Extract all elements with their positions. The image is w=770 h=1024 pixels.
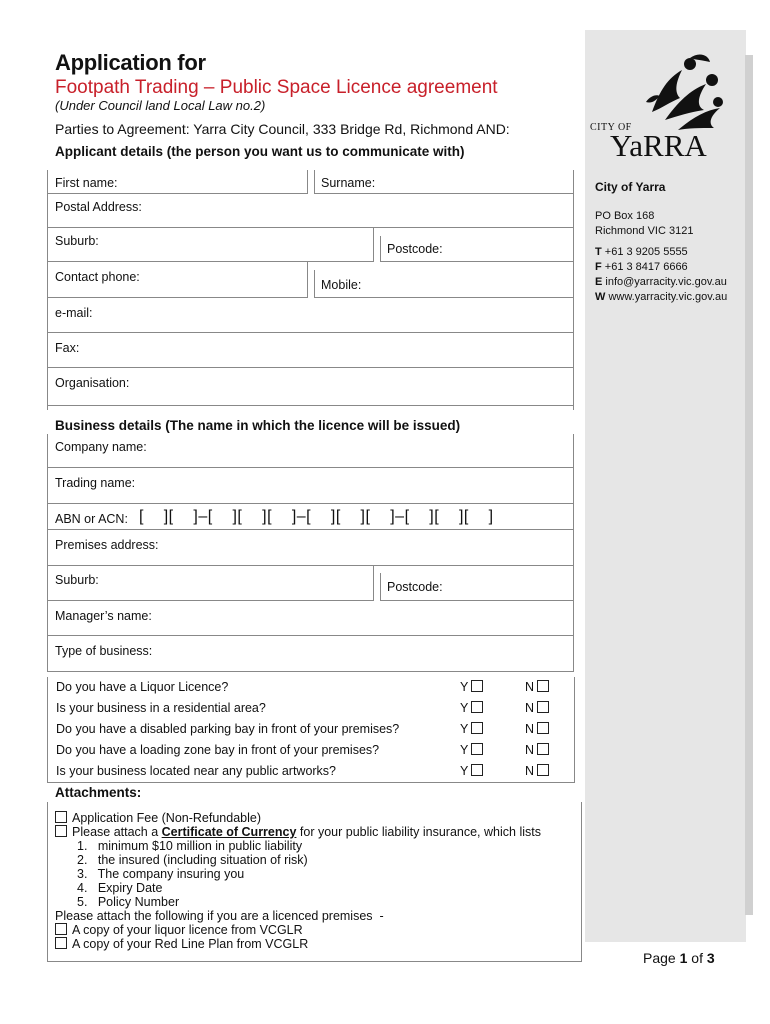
certificate-link: Certificate of Currency — [161, 825, 297, 839]
sidebar-shadow — [745, 55, 753, 915]
no-label: N — [525, 701, 535, 715]
email-label-field: e-mail: — [55, 306, 93, 320]
checkbox-icon[interactable] — [471, 743, 483, 755]
checkbox-icon[interactable] — [537, 722, 549, 734]
sidebar-panel — [585, 30, 746, 942]
yes-option[interactable] — [460, 701, 483, 715]
postcode-field[interactable] — [380, 236, 574, 262]
redline-copy-item[interactable] — [55, 937, 541, 951]
business-postcode-label: Postcode: — [387, 580, 443, 594]
yes-label: Y — [460, 680, 469, 694]
logo-name-text: YaRRA — [610, 128, 707, 163]
postal-address-field[interactable] — [47, 194, 574, 228]
no-label: N — [525, 722, 535, 736]
page-title: Application for — [55, 50, 206, 75]
yes-label: Y — [460, 764, 469, 778]
no-label: N — [525, 764, 535, 778]
mobile-label: Mobile: — [321, 278, 362, 292]
business-suburb-label: Suburb: — [55, 573, 99, 587]
list-item: 3. The company insuring you — [77, 867, 245, 881]
question-text: Do you have a loading zone bay in front of your premises? — [56, 743, 380, 757]
first-name-field[interactable] — [47, 170, 308, 194]
email-label: E — [595, 276, 603, 288]
fax-value: +61 3 8417 6666 — [601, 261, 688, 273]
surname-label: Surname: — [321, 176, 376, 190]
yes-label: Y — [460, 743, 469, 757]
certificate-item[interactable] — [55, 825, 541, 839]
question-text: Do you have a Liquor Licence? — [56, 680, 229, 694]
redline-copy-text: A copy of your Red Line Plan from VCGLR — [72, 937, 309, 951]
checkbox-icon[interactable] — [471, 722, 483, 734]
parties-text: Parties to Agreement: Yarra City Council, 333 Bridge Rd, Richmond AND: — [55, 121, 510, 137]
no-label: N — [525, 680, 535, 694]
suburb-text: Richmond VIC 3121 — [595, 225, 694, 237]
attachments-list — [55, 811, 541, 951]
logo-city-text: CITY OF — [590, 122, 632, 133]
checkbox-icon[interactable] — [55, 811, 67, 823]
checkbox-icon[interactable] — [537, 680, 549, 692]
liquor-copy-item[interactable] — [55, 923, 541, 937]
mobile-field[interactable] — [314, 270, 574, 298]
yes-label: Y — [460, 701, 469, 715]
no-option[interactable] — [525, 680, 549, 694]
suburb-label: Suburb: — [55, 234, 99, 248]
checkbox-icon[interactable] — [55, 923, 67, 935]
abn-label: ABN or ACN: — [55, 512, 128, 526]
no-option[interactable] — [525, 722, 549, 736]
question-text: Is your business located near any public artworks? — [56, 764, 337, 778]
licenced-text: Please attach the following if you are a licenced premises - — [55, 909, 384, 923]
yes-option[interactable] — [460, 764, 483, 778]
attachments-heading: Attachments: — [55, 785, 142, 800]
abn-field[interactable] — [47, 504, 574, 530]
yarra-logo — [590, 50, 740, 165]
first-name-label: First name: — [55, 176, 118, 190]
question-row — [47, 698, 575, 719]
premises-address-field[interactable] — [47, 530, 574, 566]
trading-name-field[interactable] — [47, 468, 574, 504]
email-value[interactable]: info@yarracity.vic.gov.au — [602, 276, 727, 288]
question-text: Do you have a disabled parking bay in front of your premises? — [56, 722, 400, 736]
question-row — [47, 719, 575, 740]
organisation-label: Organisation: — [55, 376, 130, 390]
yes-option[interactable] — [460, 743, 483, 757]
liquor-copy-text: A copy of your liquor licence from VCGLR — [72, 923, 303, 937]
business-type-field[interactable] — [47, 636, 574, 672]
yes-option[interactable] — [460, 680, 483, 694]
checkbox-icon[interactable] — [471, 680, 483, 692]
manager-name-field[interactable] — [47, 601, 574, 636]
checkbox-icon[interactable] — [537, 764, 549, 776]
business-suburb-field[interactable] — [47, 566, 374, 601]
checkbox-icon[interactable] — [55, 937, 67, 949]
checkbox-icon[interactable] — [537, 743, 549, 755]
fax-label: F — [595, 261, 602, 273]
abn-boxes[interactable]: [ ][ ]–[ ][ ][ ]–[ ][ ][ ]–[ ][ ][ ] — [139, 508, 494, 525]
question-row — [47, 740, 575, 761]
no-label: N — [525, 743, 535, 757]
page-pre: Page — [643, 950, 680, 966]
business-type-label: Type of business: — [55, 644, 153, 658]
org-name: City of Yarra — [595, 180, 666, 194]
phone-value: +61 3 9205 5555 — [601, 246, 688, 258]
phone-label: T — [595, 246, 602, 258]
attach-post-text: for your public liability insurance, which lists — [296, 825, 541, 839]
question-text: Is your business in a residential area? — [56, 701, 266, 715]
web-value[interactable]: www.yarracity.vic.gov.au — [605, 291, 728, 303]
list-item: 2. the insured (including situation of risk) — [77, 853, 308, 867]
po-box: PO Box 168 — [595, 210, 655, 222]
question-row — [47, 761, 575, 783]
checkbox-icon[interactable] — [471, 701, 483, 713]
premises-address-label: Premises address: — [55, 538, 159, 552]
fax-label-field: Fax: — [55, 341, 80, 355]
no-option[interactable] — [525, 764, 549, 778]
phone-line — [595, 245, 727, 260]
contact-phone-field[interactable] — [47, 262, 308, 298]
page-mid: of — [687, 950, 707, 966]
yes-option[interactable] — [460, 722, 483, 736]
no-option[interactable] — [525, 701, 549, 715]
yes-label: Y — [460, 722, 469, 736]
web-line — [595, 290, 727, 305]
list-item: 1. minimum $10 million in public liability — [77, 839, 303, 853]
fax-field[interactable] — [47, 333, 574, 368]
postcode-label: Postcode: — [387, 242, 443, 256]
checkbox-icon[interactable] — [537, 701, 549, 713]
question-row — [47, 677, 575, 698]
manager-name-label: Manager’s name: — [55, 609, 152, 623]
trading-name-label: Trading name: — [55, 476, 136, 490]
fee-text: Application Fee (Non-Refundable) — [72, 811, 261, 825]
page-total: 3 — [706, 950, 715, 966]
fee-item[interactable] — [55, 811, 541, 825]
web-label: W — [595, 291, 606, 303]
organisation-field[interactable] — [47, 368, 574, 406]
email-line — [595, 275, 727, 290]
postal-address-label: Postal Address: — [55, 200, 142, 214]
contact-block — [595, 180, 727, 305]
business-postcode-field[interactable] — [380, 573, 574, 601]
suburb-field[interactable] — [47, 228, 374, 262]
law-reference: (Under Council land Local Law no.2) — [55, 98, 266, 113]
fax-line — [595, 260, 727, 275]
page-subtitle: Footpath Trading – Public Space Licence agreement — [55, 77, 498, 98]
email-field[interactable] — [47, 298, 574, 333]
company-name-label: Company name: — [55, 440, 147, 454]
checkbox-icon[interactable] — [471, 764, 483, 776]
list-item: 5. Policy Number — [77, 895, 180, 909]
page-current: 1 — [679, 950, 688, 966]
page-number — [643, 950, 715, 966]
contact-phone-label: Contact phone: — [55, 270, 140, 284]
no-option[interactable] — [525, 743, 549, 757]
checkbox-icon[interactable] — [55, 825, 67, 837]
attach-pre-text: Please attach a — [72, 825, 162, 839]
list-item: 4. Expiry Date — [77, 881, 163, 895]
business-heading: Business details (The name in which the licence will be issued) — [55, 418, 461, 433]
company-name-field[interactable] — [47, 434, 574, 468]
surname-field[interactable] — [314, 170, 574, 194]
applicant-heading: Applicant details (the person you want us to communicate with) — [55, 144, 465, 159]
